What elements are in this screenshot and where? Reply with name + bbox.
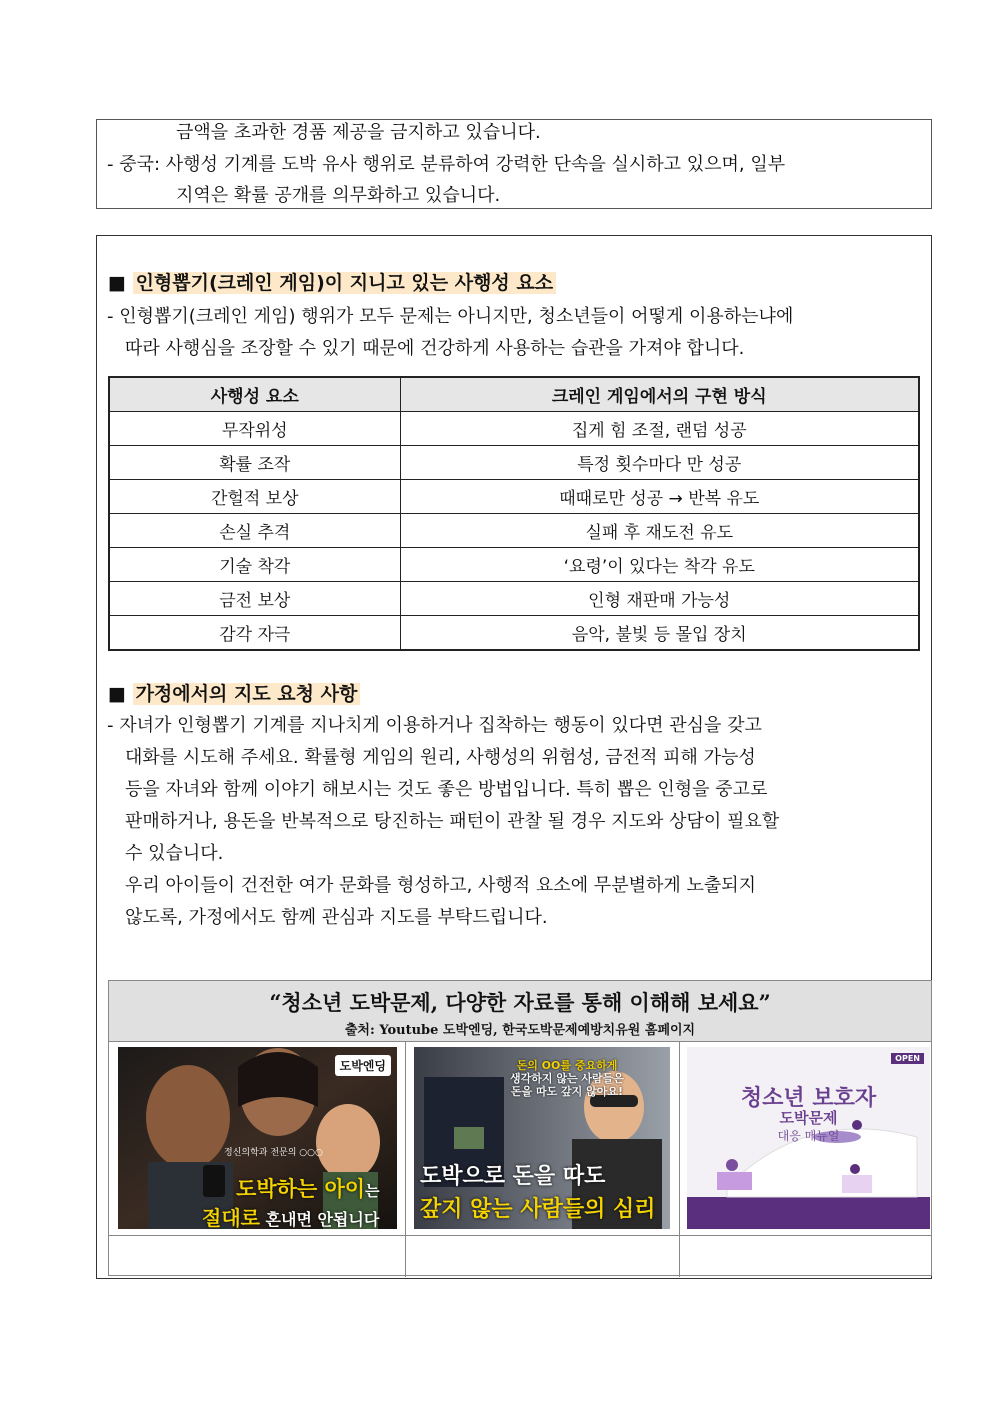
thumbnail-2-line-1: 도박으로 돈을 따도 [420,1164,606,1189]
resources-title: “청소년 도박문제, 다양한 자료를 통해 이해해 보세요” [269,990,771,1015]
heading-marker-icon: ■ [108,683,126,705]
thumbnail-3-sub2: 대응 매뉴얼 [777,1129,840,1143]
table-cell: 특정 횟수마다 만 성공 [400,446,919,480]
thumbnail-1-line-2: 절대로 혼내면 안됩니다 [202,1206,380,1229]
table-row [109,616,919,651]
section2-line: - 자녀가 인형뽑기 기계를 지나치게 이용하거나 집착하는 행동이 있다면 관심을 갖고 [107,715,762,736]
heading-marker-icon: ■ [108,272,126,294]
table-cell: 무작위성 [109,412,400,446]
table-cell: 기술 착각 [109,548,400,582]
table-cell: 감각 자극 [109,616,400,651]
risk-factor-table [108,376,920,651]
thumbnail-3-subtitle: 도박문제 [779,1109,838,1127]
thumbnail-2-bubble: 돈의 OO를 중요하게 생각하지 않는 사람들은 돈을 따도 갚지 않아요! [510,1059,624,1098]
table-row [109,582,919,616]
section1-para-line-1: - 인형뽑기(크레인 게임) 행위가 모두 문제는 아니지만, 청소년들이 어떻게 이용하는냐에 [107,306,794,327]
thumbnail-1-caption: 정신의학과 전문의 ○○○ [224,1148,323,1158]
section2-line: 우리 아이들이 건전한 여가 문화를 형성하고, 사행적 요소에 무분별하게 노출되지 [125,875,757,896]
top-line-1: 금액을 초과한 경품 제공을 금지하고 있습니다. [176,122,541,143]
section1-heading-text: 인형뽑기(크레인 게임)이 지니고 있는 사행성 요소 [133,272,557,294]
section1-para-line-2: 따라 사행심을 조장할 수 있기 때문에 건강하게 사용하는 습관을 가져야 합니다. [125,338,745,359]
manual-thumbnail-3[interactable] [687,1047,930,1229]
table-cell: 음악, 불빛 등 몰입 장치 [400,616,919,651]
top-line-3: 지역은 확률 공개를 의무화하고 있습니다. [176,185,501,206]
table-row [109,446,919,480]
top-line-2: - 중국: 사행성 기계를 도박 유사 행위로 분류하여 강력한 단속을 실시하고 있으며, 일부 [107,154,786,175]
section1-heading [108,270,556,296]
table-cell: 손실 추격 [109,514,400,548]
thumbnail-1-badge: 도박엔딩 [335,1055,391,1076]
section2-line: 등을 자녀와 함께 이야기 해보시는 것도 좋은 방법입니다. 특히 뽑은 인형을 중고로 [125,779,768,800]
table-row [109,480,919,514]
section2-line: 대화를 시도해 주세요. 확률형 게임의 원리, 사행성의 위험성, 금전적 피해 가능성 [125,747,756,768]
resources-source: 출처: Youtube 도박엔딩, 한국도박문제예방치유원 홈페이지 [344,1023,696,1038]
table-header-factor: 사행성 요소 [109,377,400,412]
table-cell: 간헐적 보상 [109,480,400,514]
video-thumbnail-1[interactable] [118,1047,397,1229]
table-header-row [109,377,919,412]
section2-heading-text: 가정에서의 지도 요청 사항 [133,683,361,705]
table-cell: 확률 조작 [109,446,400,480]
thumbnail-3-badge: OPEN [891,1053,924,1064]
top-info-box [96,119,932,209]
section2-heading [108,681,360,707]
table-header-method: 크레인 게임에서의 구현 방식 [400,377,919,412]
table-cell: 금전 보상 [109,582,400,616]
section2-line: 판매하거나, 용돈을 반복적으로 탕진하는 패턴이 관찰 될 경우 지도와 상담이 필요할 [125,811,780,832]
table-cell: ‘요령’이 있다는 착각 유도 [400,548,919,582]
thumbnail-1-line-1: 도박하는 아이는 [236,1177,380,1201]
table-cell: 때때로만 성공 → 반복 유도 [400,480,919,514]
section2-line: 않도록, 가정에서도 함께 관심과 지도를 부탁드립니다. [125,907,548,928]
thumbnail-2-line-2: 갚지 않는 사람들의 심리 [420,1197,656,1222]
resources-box [108,980,932,1276]
table-cell: 집게 힘 조절, 랜덤 성공 [400,412,919,446]
section2-line: 수 있습니다. [125,843,224,864]
main-content-box [96,235,932,1279]
table-row [109,412,919,446]
video-thumbnail-2[interactable] [414,1047,670,1229]
table-cell: 인형 재판매 가능성 [400,582,919,616]
thumbnail-3-title: 청소년 보호자 [740,1086,877,1111]
table-row [109,514,919,548]
table-cell: 실패 후 재도전 유도 [400,514,919,548]
table-row [109,548,919,582]
resources-header [109,981,931,1042]
